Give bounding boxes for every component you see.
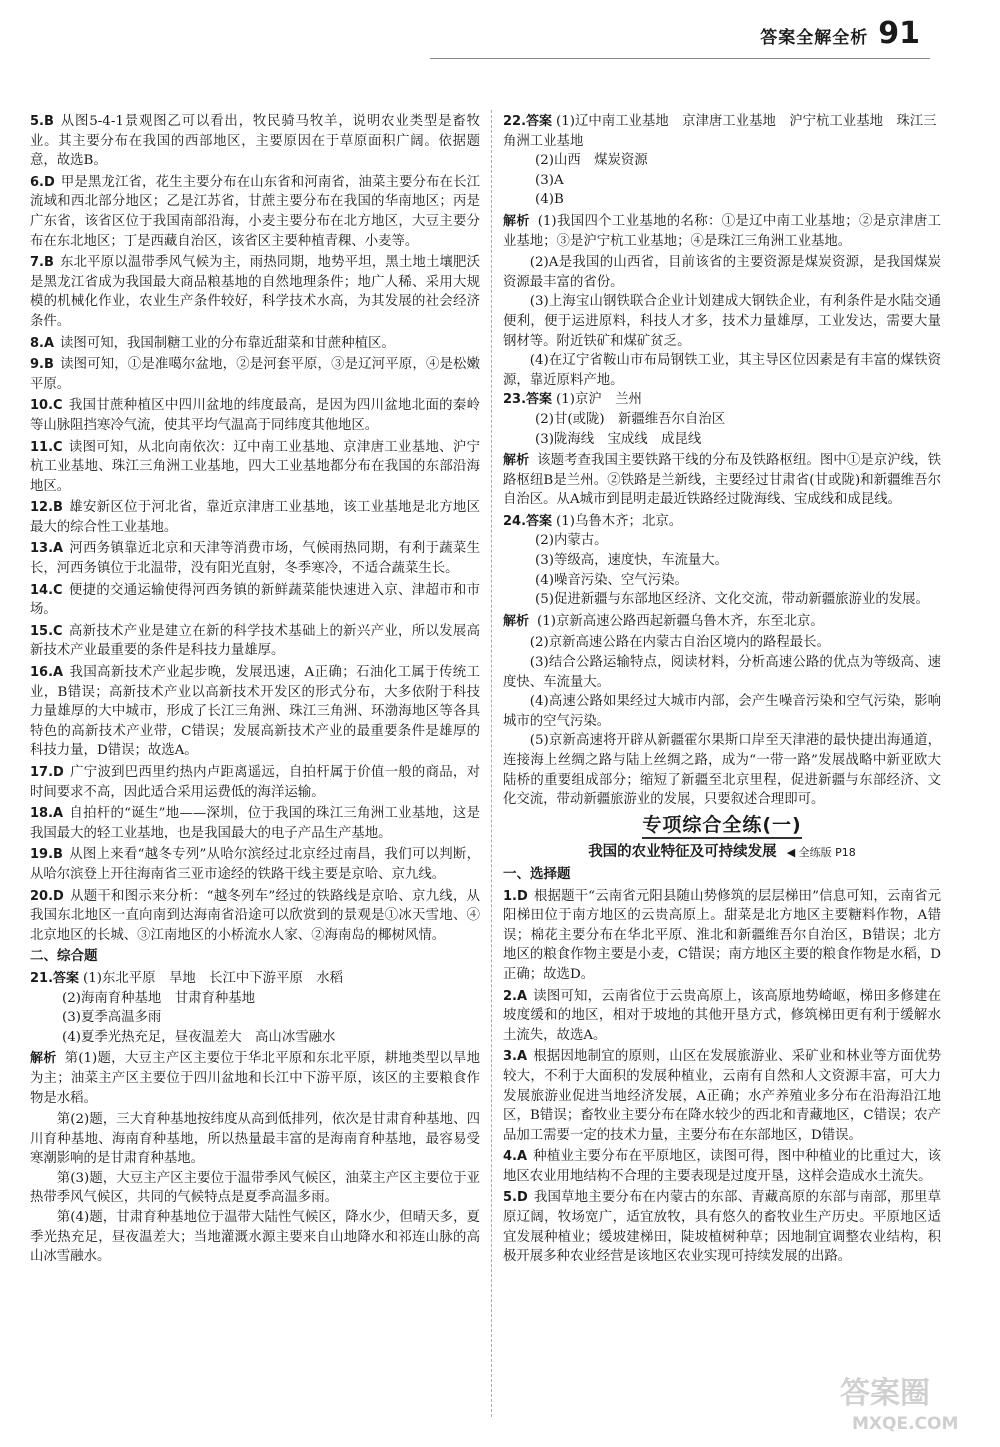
q22-exp-2: (2)A是我国的山西省，目前该省的主要资源是煤炭资源，是我国煤炭资源最丰富的省份。 [503,255,941,290]
answer-item [503,1147,941,1186]
header-rule [430,58,930,59]
answer-item [30,845,480,884]
answer-number: 19.B [30,847,63,863]
answer-text: 读图可知，我国制糖工业的分布靠近甜菜和甘蔗种植区。 [60,335,395,351]
q23-exp-1: 该题考查我国主要铁路干线的分布及铁路枢纽。图中①是京沪线，铁路枢纽B是兰州。②铁路是兰新线，主要经过甘肃省(甘或陇)和新疆维吾尔自治区。从A城市到昆明走最近铁路经过陇海线、宝成线和成昆线。 [503,453,941,508]
q24-exp-2: (2)京新高速公路在内蒙古自治区境内的路程最长。 [529,635,830,651]
answer-item [503,887,941,985]
answer-text: 根据题干“云南省元阳县随山势修筑的层层梯田”信息可知，云南省元阳梯田位于南方地区的云贵高原上。甜菜是北方地区主要糖料作物，A错误；棉花主要分布在华北平原、淮北和新疆维吾尔自治区，B错误；北方地区的粮食作物主要是小麦，C错误；南方地区主要的粮食作物是水稻，D正确；故选D。 [503,888,941,982]
q22-exp-4: (4)在辽宁省鞍山市布局钢铁工业，其主导区位因素是有丰富的煤铁资源，靠近原料产地。 [503,353,941,388]
question-21 [30,969,480,1267]
q23-exp-label: 解析 [503,453,530,469]
answer-item [30,355,480,394]
answer-item [30,112,480,171]
answer-item [30,804,480,843]
section-heading-comprehensive: 二、综合题 [30,948,98,965]
q22-answer-4: (4)B [535,192,564,208]
q24-label: 24.答案 [503,513,553,529]
answer-item [30,763,480,802]
answer-text: 广宁波到巴西里约热内卢距离遥远，自拍杆属于价值一般的商品，对时间要求不高，因此适合采用运费低的海洋运输。 [30,765,480,800]
reference-tag-text: 全练版 P18 [798,846,856,860]
q24-exp-3: (3)结合公路运输特点，阅读材料，分析高速公路的优点为等级高、速度快、车流量大。 [503,655,941,690]
page-number: 91 [878,16,920,51]
right-column [503,112,941,1269]
answer-number: 5.B [30,114,54,129]
answer-text: 高新技术产业是建立在新的科学技术基础上的新兴产业，所以发展高新技术产业最重要的条件是科技力量雄厚。 [30,623,480,659]
answer-number: 18.A [30,806,64,822]
watermark-logo [830,1367,990,1437]
q23-explanation [503,451,941,510]
answer-number: 8.A [30,335,55,351]
q21-exp-3: 第(3)题，大豆主产区主要位于温带季风气候区，油菜主产区主要位于亚热带季风气候区，共同的气候特点是夏季高温多雨。 [30,1170,480,1206]
q21-exp-2: 第(2)题，三大育种基地按纬度从高到低排列，依次是甘肃育种基地、四川育种基地、海南育种基地，所以热量最丰富的是海南育种基地，最容易受寒潮影响的是甘肃育种基地。 [30,1112,480,1167]
answer-item [30,622,480,661]
q24-exp-label: 解析 [503,613,530,629]
answer-item [30,581,480,620]
answer-item [30,438,480,497]
answer-number: 10.C [30,398,63,414]
special-title: 专项综合全练(一) [642,816,801,840]
answer-number: 20.D [30,888,64,904]
answer-number: 3.A [503,1049,528,1065]
left-column [30,112,480,1267]
q22-answer-2: (2)山西 煤炭资源 [535,153,648,169]
answer-text: 读图可知，从北向南依次：辽中南工业基地、京津唐工业基地、沪宁杭工业基地、珠江三角洲工业基地，四大工业基地都分布在我国的东部沿海地区。 [30,439,480,494]
answer-number: 13.A [30,541,64,557]
answer-text: 雄安新区位于河北省，靠近京津唐工业基地，该工业基地是北方地区最大的综合性工业基地。 [30,500,480,535]
answer-item [30,396,480,435]
answer-number: 14.C [30,582,63,598]
answer-number: 17.D [30,765,64,780]
answer-item [503,1047,941,1145]
q23-label: 23.答案 [503,392,553,408]
q21-answer-1: (1)东北平原 旱地 长江中下游平原 水稻 [83,970,344,986]
watermark-text-2: MXQE.COM [852,1414,959,1434]
q21-answer-3: (3)夏季高温多雨 [62,1010,162,1026]
answer-item [30,539,480,578]
answer-item [30,887,480,946]
answer-number: 15.C [30,623,63,639]
question-23 [503,390,941,510]
answer-number: 9.B [30,357,54,373]
answer-item [503,1188,941,1266]
q24-answer-1: (1)乌鲁木齐；北京。 [556,513,683,529]
q24-answer-4: (4)噪音污染、空气污染。 [535,572,688,588]
answer-text: 我国草地主要分布在内蒙古的东部、青藏高原的东部与南部，那里草原辽阔，牧场宽广，适宜放牧，具有悠久的畜牧业生产历史。平原地区适宜发展种植业；缓坡建梯田，陡坡植树种草；因地制宜调整农业结构，积极开展多种农业经营是该地区农业实现可持续发展的出路。 [503,1190,941,1265]
answer-text: 读图可知，①是准噶尔盆地，②是河套平原，③是辽河平原，④是松嫩平原。 [30,357,480,392]
special-subtitle-row [503,843,941,863]
q24-answer-2: (2)内蒙古。 [535,533,608,549]
answer-text: 自拍杆的“诞生”地——深圳，位于我国的珠江三角洲工业基地，这是我国最大的轻工业基地，也是我国最大的电子产品生产基地。 [30,806,480,841]
answer-text: 从图5-4-1景观图乙可以看出，牧民骑马牧羊，说明农业类型是畜牧业。其主要分布在我国的西部地区，主要原因在于草原面积广阔。依据题意，故选B。 [30,114,480,169]
answer-number: 5.D [503,1190,528,1206]
left-answer-list [30,112,480,945]
q22-exp-1: (1)我国四个工业基地的名称：①是辽中南工业基地；②是京津唐工业基地；③是沪宁杭工业基地；④是珠江三角洲工业基地。 [503,213,941,249]
answer-number: 2.A [503,988,528,1004]
answer-number: 7.B [30,255,54,271]
answer-text: 根据因地制宜的原则，山区在发展旅游业、采矿业和林业等方面优势较大，不利于大面积的发展种植业，云南有自然和人文资源丰富，可大力发展旅游业促进当地经济发展，A正确；水产养殖业多分布在沿海沿江地区，B错误；畜牧业主要分布在降水较少的西北和青藏地区，C错误；农产品加工需要一定的技术力量，主要分布在东部地区，D错误。 [503,1049,941,1143]
column-divider [491,110,492,1417]
page-header [760,16,920,51]
q21-label: 21.答案 [30,970,80,986]
answer-number: 1.D [503,888,528,904]
answer-item [30,334,480,354]
answer-text: 甲是黑龙江省，花生主要分布在山东省和河南省，油菜主要分布在长江流域和西北部分地区；乙是江苏省，甘蔗主要分布在我国的华南地区；丙是广东省，该省区位于我国南部沿海，小麦主要分布在北方地区，大豆主要分布在东北地区；丁是西藏自治区，该省区主要种植青稞、小麦等。 [30,174,480,249]
answer-item [30,663,480,761]
answer-number: 11.C [30,439,63,455]
answer-item [30,253,480,331]
q22-exp-label: 解析 [503,213,530,229]
q24-answer-3: (3)等级高，速度快，车流量大。 [535,553,729,569]
answer-item [503,987,941,1046]
special-practice-header [503,813,941,863]
q24-exp-1: (1)京新高速公路西起新疆乌鲁木齐，东至北京。 [537,613,824,629]
q24-exp-5: (5)京新高速将开辟从新疆霍尔果斯口岸至天津港的最快捷出海通道，连接海上丝绸之路与陆上丝绸之路，成为“一带一路”发展战略中新亚欧大陆桥的重要组成部分；缩短了新疆至北京里程，促进新疆与东部经济、文化交流，带动新疆旅游业的发展，只要叙述合理即可。 [503,733,941,808]
q21-exp-label: 解析 [30,1051,57,1067]
answer-text: 种植业主要分布在平原地区，读图可得，图中种植业的比重过大，该地区农业用地结构不合理的主要表现是过度开垦，这样会造成水土流失。 [503,1149,941,1184]
answer-number: 12.B [30,500,63,516]
answer-text: 我国甘蔗种植区中四川盆地的纬度最高，是因为四川盆地北面的秦岭等山脉阻挡寒冷气流，使其平均气温高于同纬度其他地区。 [30,398,480,433]
answer-item [30,498,480,537]
answer-text: 便捷的交通运输使得河西务镇的新鲜蔬菜能快速进入京、津超市和市场。 [30,582,480,618]
answer-text: 从题干和图示来分析：“越冬列车”经过的铁路线是京哈、京九线，从我国东北地区一直向南到达海南省沿途可以欣赏到的景观是①冰天雪地、④北京地区的长城、③江南地区的小桥流水人家、②海南岛的椰树风情。 [30,888,480,943]
q21-exp-4: 第(4)题，甘肃育种基地位于温带大陆性气候区，降水少，但晴天多，夏季光热充足，昼夜温差大；当地灌溉水源主要来自山地降水和祁连山脉的高山冰雪融水。 [30,1210,480,1265]
special-subtitle: 我国的农业特征及可持续发展 [588,844,777,861]
answer-text: 我国高新技术产业起步晚，发展迅速，A正确；石油化工属于传统工业，B错误；高新技术产业以高新技术开发区的形式分布，大多依附于科技力量雄厚的大中城市，形成了长江三角洲、珠江三角洲、环渤海地区等各具特色的高新技术产业带，C错误；发展高新技术产业的最重要条件是雄厚的科技力量，D错误；故选A。 [30,665,480,759]
q21-explanation [30,1049,480,1108]
q24-exp-4: (4)高速公路如果经过大城市内部，会产生噪音污染和空气污染，影响城市的空气污染。 [503,694,941,729]
question-24 [503,512,941,810]
watermark-text-1: 答案圈 [840,1376,930,1411]
q22-answer-3: (3)A [535,172,564,188]
arrow-icon: ◀ [786,846,796,860]
q22-label: 22.答案 [503,114,553,129]
answer-number: 16.A [30,665,64,681]
answer-text: 河西务镇靠近北京和天津等消费市场，气候雨热同期，有利于蔬菜生长，河西务镇位于北温带，没有阳光直射，冬季寒冷，不适合蔬菜生长。 [30,541,480,577]
q24-explanation [503,612,941,632]
q21-exp-1: 第(1)题，大豆主产区主要位于华北平原和东北平原，耕地类型以旱地为主；油菜主产区主要位于四川盆地和长江中下游平原，该区的主要粮食作物是水稻。 [30,1051,480,1106]
answer-item [30,173,480,251]
q21-answer-2: (2)海南育种基地 甘肃育种基地 [62,990,256,1006]
q23-answer-3: (3)陇海线 宝成线 成昆线 [535,431,702,447]
q22-exp-3: (3)上海宝山钢铁联合企业计划建成大钢铁企业，有利条件是水陆交通便利，便于运进原料，科技人才多，技术力量雄厚，工业发达，需要大量钢材等。附近铁矿和煤矿贫乏。 [503,294,941,349]
answer-text: 从图上来看“越冬专列”从哈尔滨经过北京经过南昌，我们可以判断，从哈尔滨登上开往海南省三亚市途经的铁路干线主要是京哈、京九线。 [30,847,480,882]
answer-text: 东北平原以温带季风气候为主，雨热同期，地势平坦，黑土地土壤肥沃是黑龙江省成为我国最大商品粮基地的自然地理条件；地广人稀、采用大规模的机械化作业，农业生产条件较好，科学技术水高，为其发展的社会经济条件。 [30,255,480,329]
q21-answer-4: (4)夏季光热充足，昼夜温差大 高山冰雪融水 [62,1029,336,1045]
q22-answer-1: (1)辽中南工业基地 京津唐工业基地 沪宁杭工业基地 珠江三角洲工业基地 [503,114,937,149]
q23-answer-2: (2)甘(或陇) 新疆维吾尔自治区 [535,411,726,427]
header-title: 答案全解全析 [760,28,869,48]
answer-number: 6.D [30,174,55,190]
answer-number: 4.A [503,1149,528,1165]
reference-tag [787,846,856,859]
section-heading-choice: 一、选择题 [503,865,571,882]
question-22 [503,112,941,390]
q24-answer-5: (5)促进新疆与东部地区经济、文化交流，带动新疆旅游业的发展。 [535,592,929,608]
q23-answer-1: (1)京沪 兰州 [556,392,642,408]
answer-text: 读图可知，云南省位于云贵高原上，该高原地势崎岖，梯田多修建在坡度缓和的地区，相对于坡地的其他开垦方式，修筑梯田更有利于缓解水土流失，故选A。 [503,988,941,1043]
q22-explanation [503,212,941,251]
right-answer-list [503,887,941,1267]
